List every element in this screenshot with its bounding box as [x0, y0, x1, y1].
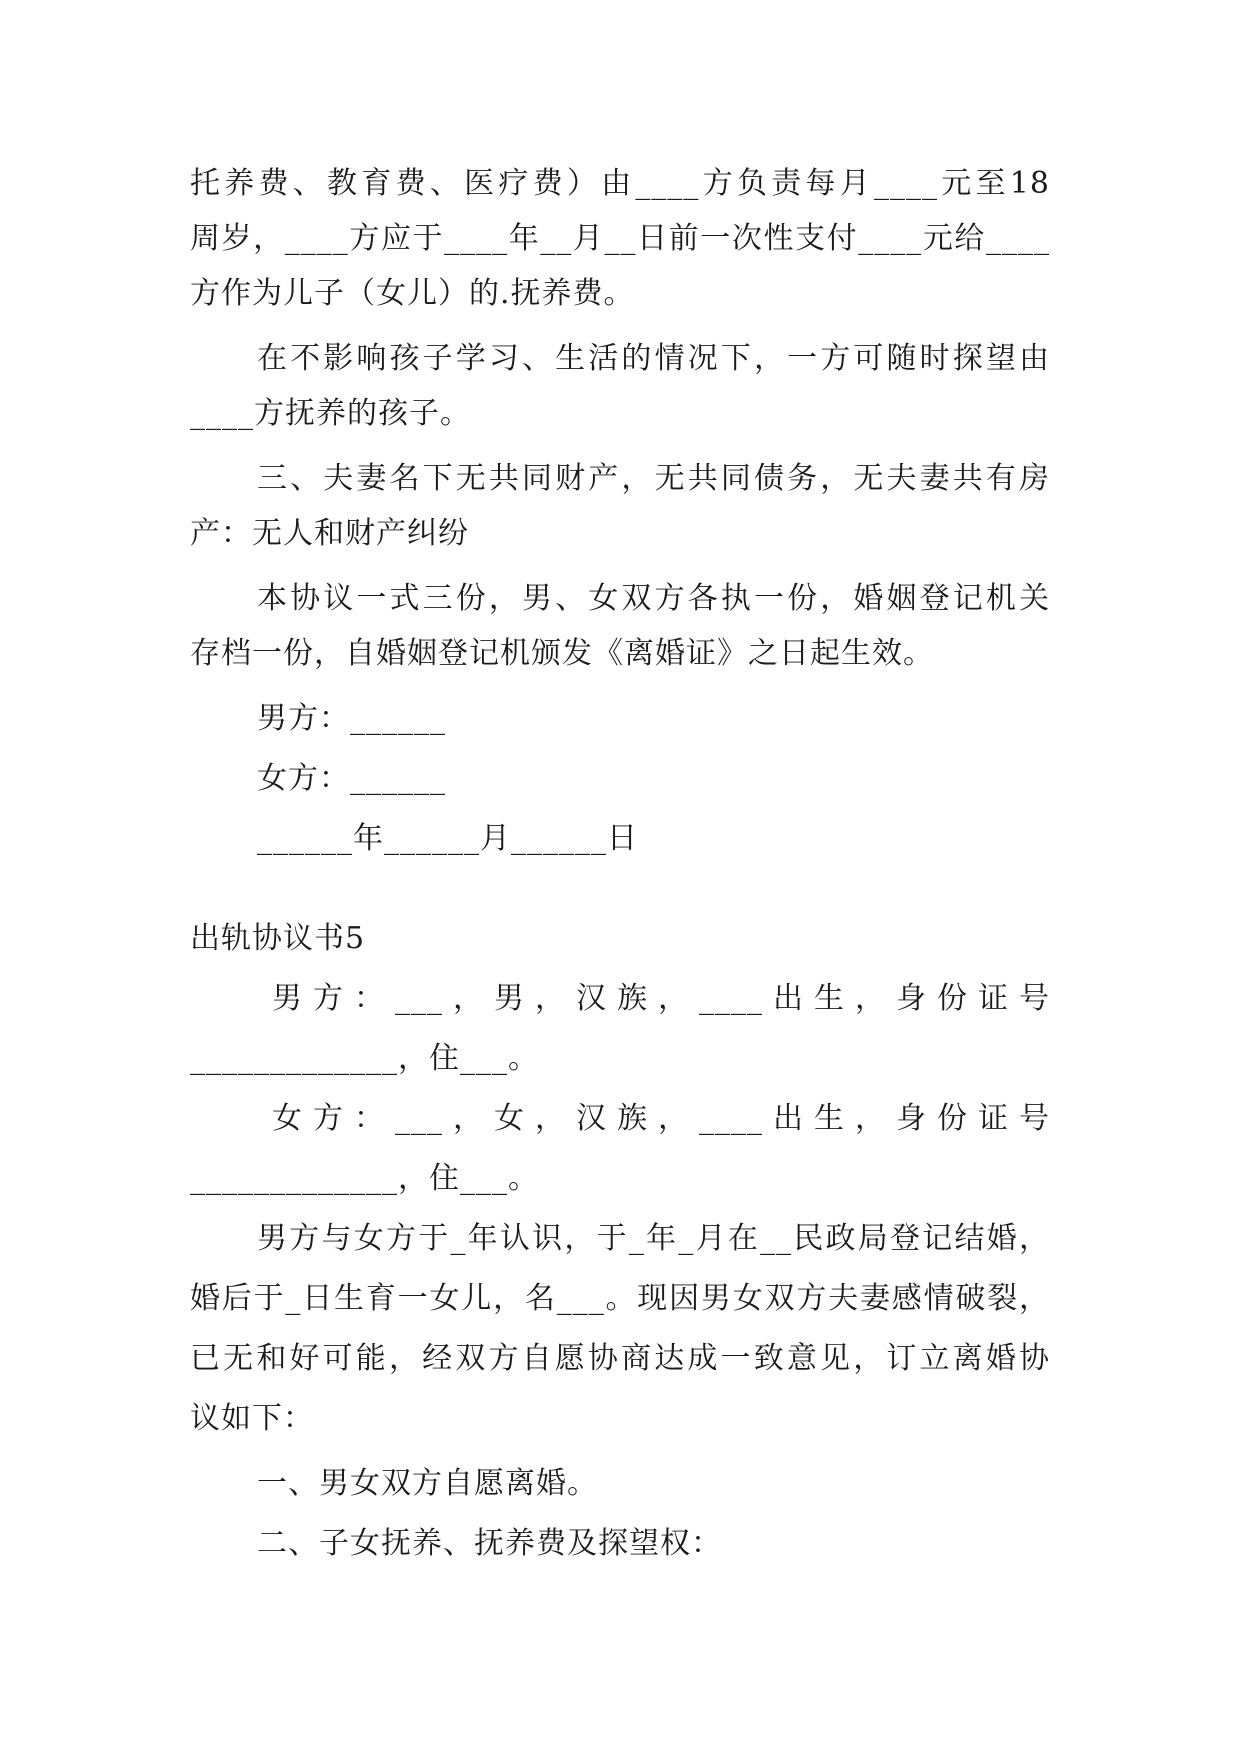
text-line: 托养费、教育费、医疗费）由____方负责每月____元至18: [190, 166, 1050, 201]
text-line: 方作为儿子（女儿）的.抚养费。: [190, 276, 635, 311]
text-line: _____________，住___。: [190, 1161, 539, 1196]
text-line: _____________，住___。: [190, 1041, 539, 1076]
text-line: 二、子女抚养、抚养费及探望权：: [257, 1526, 722, 1561]
text-line: 存档一份，自婚姻登记机颁发《离婚证》之日起生效。: [190, 636, 934, 671]
text-line: 本协议一式三份，男、女双方各执一份，婚姻登记机关: [257, 581, 1050, 616]
text-line: 三、夫妻名下无共同财产，无共同债务，无夫妻共有房: [257, 461, 1050, 496]
text-line: 男方：___，男，汉族，____出生，身份证号: [272, 981, 1050, 1016]
text-line: 议如下：: [190, 1401, 314, 1436]
text-line: 男方与女方于_年认识，于_年_月在__民政局登记结婚，: [257, 1221, 1050, 1256]
signature-female-line: 女方：______: [257, 761, 446, 796]
text-line: 产：无人和财产纠纷: [190, 516, 469, 551]
date-line: ______年______月______日: [257, 821, 638, 856]
text-line: 已无和好可能，经双方自愿协商达成一致意见，订立离婚协: [190, 1341, 1050, 1376]
section-title: 出轨协议书5: [190, 921, 366, 956]
text-line: 周岁，____方应于____年__月__日前一次性支付____元给____: [190, 221, 1050, 256]
text-line: 一、男女双方自愿离婚。: [257, 1466, 598, 1501]
text-line: 婚后于_日生育一女儿，名___。现因男女双方夫妻感情破裂，: [190, 1281, 1050, 1316]
text-line: 女方：___，女，汉族，____出生，身份证号: [272, 1101, 1050, 1136]
text-line: ____方抚养的孩子。: [190, 396, 471, 431]
text-line: 在不影响孩子学习、生活的情况下，一方可随时探望由: [257, 341, 1050, 376]
signature-male-line: 男方：______: [257, 701, 446, 736]
